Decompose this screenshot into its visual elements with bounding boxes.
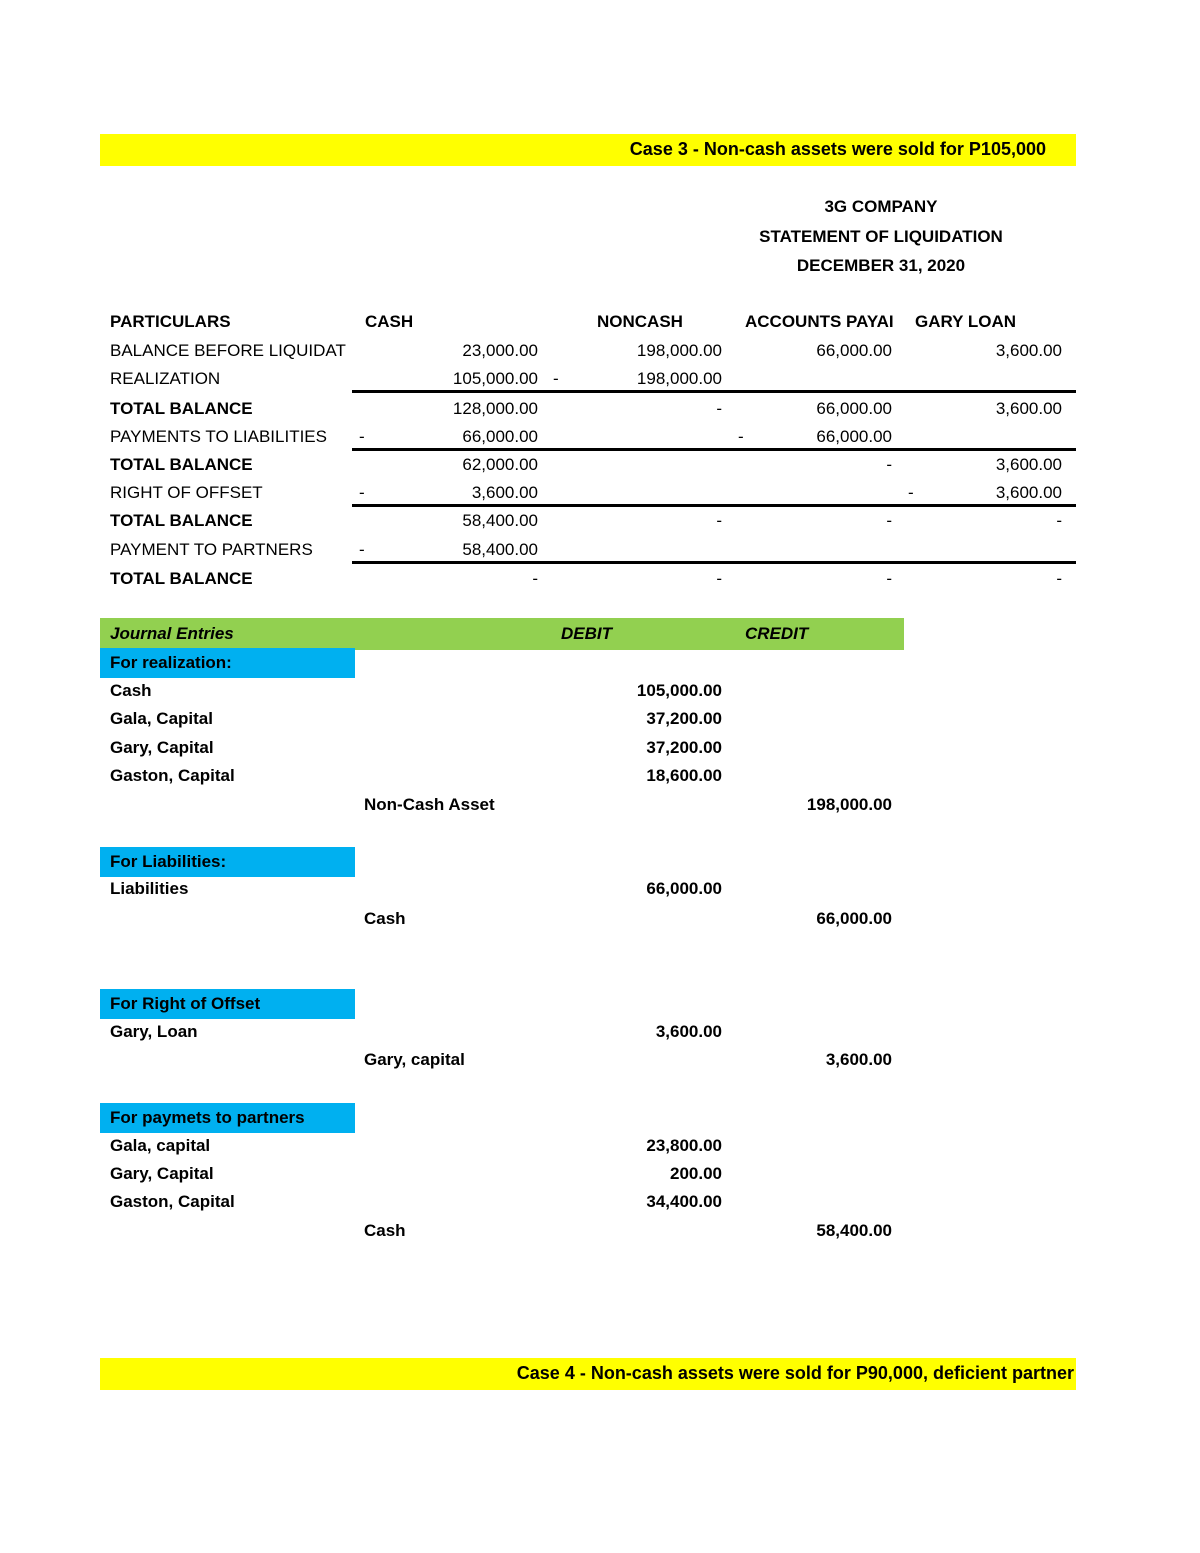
statement-date: DECEMBER 31, 2020 <box>796 256 966 275</box>
entry-account: Gary, Capital <box>110 1164 214 1183</box>
entry-credit-account: Gary, capital <box>364 1050 465 1069</box>
entry-account: Gala, Capital <box>110 709 213 728</box>
col-cash: CASH <box>365 312 414 331</box>
entry-account: Gaston, Capital <box>110 1192 235 1211</box>
total-rule <box>352 390 1076 393</box>
row-label: REALIZATION <box>110 369 221 388</box>
cell-cash: - <box>532 569 538 588</box>
table-row <box>100 507 1076 535</box>
journal-header <box>100 618 904 650</box>
case4-banner <box>100 1358 1076 1390</box>
section-title: For Right of Offset <box>110 994 261 1013</box>
entry-debit: 23,800.00 <box>646 1136 722 1155</box>
column-header-row <box>100 308 1076 336</box>
row-label: TOTAL BALANCE <box>110 455 253 474</box>
table-row <box>100 395 1076 423</box>
table-row <box>100 423 1076 451</box>
cell-accounts-payable: - <box>886 455 892 474</box>
cell-gary-loan: 3,600.00 <box>995 455 1062 474</box>
cell-accounts-payable: 66,000.00 <box>816 427 892 446</box>
cell-noncash: - <box>716 511 722 530</box>
cell-accounts-payable: - <box>886 569 892 588</box>
entry-debit: 66,000.00 <box>646 879 722 898</box>
entry-credit-account: Non-Cash Asset <box>364 795 495 814</box>
col-gary-loan: GARY LOAN <box>915 312 1017 331</box>
cell-cash: 66,000.00 <box>462 427 538 446</box>
table-row <box>100 337 1076 365</box>
minus-sign: - <box>359 427 365 446</box>
entry-debit: 18,600.00 <box>646 766 722 785</box>
case3-banner-text: Case 3 - Non-cash assets were sold for P105,000 <box>629 139 1046 159</box>
section-title: For Liabilities: <box>110 852 227 871</box>
row-label: TOTAL BALANCE <box>110 399 253 418</box>
minus-sign: - <box>359 483 365 502</box>
row-label: PAYMENT TO PARTNERS <box>110 540 313 559</box>
entry-account: Gary, Loan <box>110 1022 198 1041</box>
col-particulars: PARTICULARS <box>110 312 231 331</box>
entry-account: Gaston, Capital <box>110 766 235 785</box>
cell-cash: 105,000.00 <box>452 369 538 388</box>
section-title: For paymets to partners <box>110 1108 305 1127</box>
journal-title: Journal Entries <box>110 624 234 643</box>
cell-accounts-payable: - <box>886 511 892 530</box>
cell-cash: 128,000.00 <box>452 399 538 418</box>
cell-cash: 23,000.00 <box>462 341 538 360</box>
cell-cash: 3,600.00 <box>471 483 538 502</box>
entry-credit-account: Cash <box>364 1221 406 1240</box>
table-row <box>100 479 1076 507</box>
cell-accounts-payable: 66,000.00 <box>816 341 892 360</box>
journal-credit-heading: CREDIT <box>745 624 809 643</box>
entry-account: Cash <box>110 681 152 700</box>
entry-debit: 37,200.00 <box>646 709 722 728</box>
table-row <box>100 365 1076 393</box>
cell-cash: 58,400.00 <box>462 511 538 530</box>
row-label: PAYMENTS TO LIABILITIES <box>110 427 327 446</box>
entry-debit: 34,400.00 <box>646 1192 722 1211</box>
entry-account: Gary, Capital <box>110 738 214 757</box>
case4-banner-text: Case 4 - Non-cash assets were sold for P90,000, deficient partner <box>516 1363 1074 1383</box>
cell-noncash: - <box>716 569 722 588</box>
minus-sign: - <box>553 369 559 388</box>
row-label: TOTAL BALANCE <box>110 511 253 530</box>
entry-debit: 200.00 <box>670 1164 722 1183</box>
section-realization <box>100 648 355 678</box>
col-noncash: NONCASH <box>597 312 683 331</box>
cell-cash: 62,000.00 <box>462 455 538 474</box>
total-rule <box>352 561 1076 564</box>
table-row <box>100 536 1076 564</box>
entry-credit: 3,600.00 <box>825 1050 892 1069</box>
cell-gary-loan: 3,600.00 <box>995 483 1062 502</box>
journal-debit-heading: DEBIT <box>561 624 612 643</box>
section-right-of-offset <box>100 989 355 1019</box>
entry-credit: 66,000.00 <box>816 909 892 928</box>
section-payments-to-partners <box>100 1103 355 1133</box>
entry-debit: 37,200.00 <box>646 738 722 757</box>
company-name: 3G COMPANY <box>824 197 938 216</box>
entry-account: Liabilities <box>110 879 189 898</box>
minus-sign: - <box>738 427 744 446</box>
cell-accounts-payable: 66,000.00 <box>816 399 892 418</box>
col-accounts-payable: ACCOUNTS PAYAI <box>745 312 894 331</box>
entry-credit: 58,400.00 <box>816 1221 892 1240</box>
minus-sign: - <box>908 483 914 502</box>
row-label: RIGHT OF OFFSET <box>110 483 263 502</box>
cell-gary-loan: 3,600.00 <box>995 341 1062 360</box>
row-label: BALANCE BEFORE LIQUIDAT <box>110 341 346 360</box>
cell-cash: 58,400.00 <box>462 540 538 559</box>
entry-account: Gala, capital <box>110 1136 211 1155</box>
entry-debit: 3,600.00 <box>655 1022 722 1041</box>
cell-noncash: - <box>716 399 722 418</box>
entry-credit-account: Cash <box>364 909 406 928</box>
row-label: TOTAL BALANCE <box>110 569 253 588</box>
statement-title: STATEMENT OF LIQUIDATION <box>759 227 1003 246</box>
cell-gary-loan: - <box>1056 511 1062 530</box>
cell-gary-loan: - <box>1056 569 1062 588</box>
cell-gary-loan: 3,600.00 <box>995 399 1062 418</box>
section-liabilities <box>100 847 355 877</box>
entry-debit: 105,000.00 <box>636 681 722 700</box>
table-row <box>100 451 1076 479</box>
minus-sign: - <box>359 540 365 559</box>
cell-noncash: 198,000.00 <box>636 341 722 360</box>
case3-banner <box>100 134 1076 166</box>
table-row <box>100 565 1076 593</box>
section-title: For realization: <box>110 653 232 672</box>
entry-credit: 198,000.00 <box>806 795 892 814</box>
cell-noncash: 198,000.00 <box>636 369 722 388</box>
